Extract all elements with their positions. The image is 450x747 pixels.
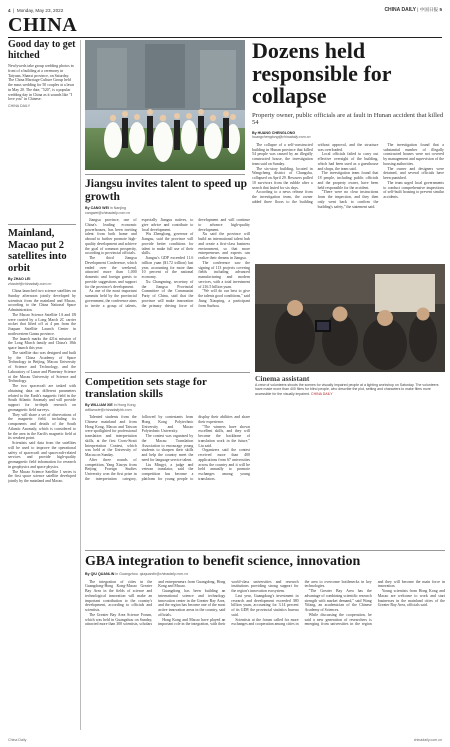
dozens-paragraph: The owner and designers were detained, and several officials have been punished.: [383, 166, 444, 181]
competition-paragraph: The contest was organized by the Macau Translation Association to encourage young students to sharpen their skills and help the country meet the need for language service talent.: [141, 434, 194, 462]
jiangsu-article: [85, 178, 250, 368]
gba-paragraph: Scientists at the forum called for more exchanges and cooperation among cities in the area to overcome bottlenecks in key technologies.: [231, 579, 372, 627]
collapse-body: [252, 143, 444, 210]
wedding-credit: CHINA DAILY: [8, 104, 31, 108]
gba-paragraph: Last year, Guangdong's investment in research and development exceeded 380 billion yuan, accounting for 3.14 percent of its GDP, the provincial statistics bureau said.: [231, 593, 299, 617]
jiangsu-byline-name: By CANG WEI: [85, 206, 109, 210]
footer-left: China Daily: [8, 738, 27, 742]
dozens-paragraph: According to a news release from the investigation team, the owner added three floors to the building without approval, and the structure was overloaded.: [252, 142, 379, 204]
gba-paragraph: Guangdong has been building an international science and technology innovation center in the Greater Bay Area, and the region has become one of the most active innovation areas in the country, said officials.: [158, 589, 226, 617]
paper-name: CHINA DAILY: [384, 7, 417, 13]
cinema-caption-title: Cinema assistant: [255, 374, 310, 383]
gba-paragraph: Young scientists from Hong Kong and Macao are welcome to work and start businesses in the mainland cities of the Greater Bay Area, officials said.: [377, 589, 445, 608]
satellites-paragraph: The two spacecraft are tasked with obtaining data on different parameters related to the Earth's magnetic field in the South Atlantic Anomaly and will provide support for in-depth research on geomagnetic field surveys.: [8, 384, 76, 412]
collapse-deck: Property owner, public officials are at fault in Hunan accident that killed 54: [252, 111, 444, 127]
dozens-paragraph: The collapse of a self-constructed building in Hunan province that killed 54 people was caused by an illegally constructed house, the investigation team said on Sunday.: [252, 142, 313, 166]
competition-rule: [85, 372, 250, 373]
jiangsu-byline: [85, 206, 250, 215]
cinema-caption: [255, 374, 445, 396]
satellites-paragraph: The Macao Science Satellite 1 series is the first space science satellite developed jointly by the mainland and Macao.: [8, 469, 76, 484]
cinema-caption-credit: CHINA DAILY: [311, 391, 333, 396]
competition-paragraph: Talented students from the Chinese mainland and from Hong Kong, Macao and Taiwan were spotlighted for professional translation and interpretation skills, at the first Cross-Strait Interpretation Contest, which was held at the University of Macau on Sunday.: [85, 415, 137, 458]
competition-paragraph: After three rounds of competition, Yang Xiaoyu from Beijing Foreign Studies University won the first prize in the interpretation category, followed by contestants from Hong Kong Polytechnic University and Macao Polytechnic University.: [85, 415, 194, 481]
competition-headline: Competition sets stage for translation skills: [85, 376, 207, 400]
gba-byline-email: qiuquanlin@chinadaily.com.cn: [139, 572, 189, 576]
wedding-photo: [85, 40, 245, 170]
wedding-headline: Good day to get hitched: [8, 40, 76, 61]
left-col-divider: [8, 224, 76, 225]
competition-byline-email: williamxie@chinadailyhk.com: [85, 407, 132, 412]
gba-paragraph: While discussing the cooperation, he said a new generation of researchers is emerging from universities in the region and they will become the main force in innovation.: [304, 579, 445, 627]
satellites-paragraph: Scientists said data from the satellites will be used to improve the operational safety of spacecraft and spacecraft-related services and provide high-quality geomagnetic field information for research in geophysics and space physics.: [8, 441, 76, 469]
jiangsu-headline: Jiangsu invites talent to speed up growth: [85, 178, 247, 203]
footer-right: chinadaily.com.cn: [413, 738, 442, 742]
gba-byline: [85, 572, 445, 577]
dozens-paragraph: The six-story building, located in Wangcheng district of Changsha, collapsed on April 29. Rescuers pulled 10 survivors from the rubble after a search that lasted for six days.: [252, 166, 313, 190]
dozens-paragraph: The investigation team found that 18 people, including public officials and the property owner, have been held responsible for the accident.: [317, 171, 379, 190]
gba-paragraph: The integration of cities in the Guangdong-Hong Kong-Macao Greater Bay Area in the fields of science and technological innovation will make an important contribution to the country's development, according to officials and scientists.: [85, 579, 153, 613]
jiangsu-paragraph: Jiangsu province, one of China's leading economic powerhouses, has been inviting talent from both home and abroad to further promote high-quality development and achieve the goal of common prosperity, according to provincial officials.: [85, 218, 137, 256]
competition-byline-place: in Hong Kong: [113, 403, 136, 407]
wedding-brief: [8, 40, 76, 220]
jiangsu-byline-place: in Nanjing: [109, 206, 126, 210]
page-number-right: 5: [439, 7, 442, 12]
jiangsu-paragraph: The conference saw the signing of 113 projects covering fields including advanced manufacturing and modern services, with a total investment of 216.5 billion yuan.: [198, 260, 250, 289]
gba-paragraph: "The Greater Bay Area has the advantage of combining scientific research strength with market demand," said Wang Yifang, an academician of the Chinese Academy of Sciences.: [304, 589, 372, 613]
dozens-paragraph: Local officials failed to carry out effective oversight of the building, which had been used as a guesthouse and shops, the team said.: [317, 152, 379, 171]
competition-paragraph: Liu Mingyi, a judge and veteran translator, said the competition has become a platform for young people to display their abilities and share their experience.: [141, 415, 250, 481]
collapse-byline-email: huangchenglong@chinadaily.com.cn: [252, 135, 311, 140]
gba-paragraph: The Greater Bay Area Science Forum, which was held in Guangzhou on Sunday, attracted more than 300 scientists, scholars and entrepreneurs from Guangdong, Hong Kong and Macao.: [85, 579, 226, 627]
satellites-paragraph: They will share a set of observations of the magnetic field, including its components and details of the South Atlantic Anomaly, which is considered to be the area in the Earth's magnetic field at its weakest point.: [8, 412, 76, 441]
section-title: CHINA: [8, 14, 78, 36]
satellites-paragraph: The satellite duo was designed and built by the China Academy of Space Technology in Beijing, Macau University of Science and Technology, and the Laboratory of Lunar and Planetary Science at the Macau University of Science and Technology.: [8, 350, 76, 384]
masthead-right: [384, 7, 442, 13]
gba-byline-name: By QIU QUANLIN: [85, 572, 115, 576]
satellite-byline-name: By ZHAO LEI: [8, 277, 31, 281]
gba-paragraph: Hong Kong and Macao have played an important role in the integration, with their world-class universities and research institutions providing strong support for the region's innovation ecosystem.: [158, 579, 299, 627]
dozens-paragraph: The team urged local governments to conduct comprehensive inspections of self-built housing to prevent similar accidents.: [383, 180, 444, 200]
jiangsu-body: [85, 218, 250, 368]
jiangsu-paragraph: The third Jiangsu Development Conference, which ended over the weekend, attracted more than 1,000 domestic and foreign guests to provide suggestions and support for the province's development.: [85, 256, 137, 289]
satellites-paragraph: The Macao Science Satellite 1A and 1B were carried by a Long March 2C carrier rocket that lifted off at 4 pm from the Jiuquan Satellite Launch Center in northwestern Gansu province.: [8, 312, 76, 336]
jiangsu-paragraph: As one of the most important summits held by the provincial government, the conference aims to invite a group of talents, especially Jiangsu natives, to give advice and contribute to local development.: [85, 218, 194, 308]
page-footer: [8, 738, 442, 742]
gba-rule: [85, 550, 445, 551]
jiangsu-byline-email: cangwei@chinadaily.com.cn: [85, 210, 131, 215]
cinema-photo: [255, 264, 445, 372]
collapse-byline-name: By HUANG CHENGLONG: [252, 130, 296, 135]
competition-article: [85, 376, 250, 546]
satellite-body: [8, 289, 76, 484]
gba-body: [85, 580, 445, 730]
top-rule: [8, 37, 442, 38]
competition-paragraph: Organizers said the contest received more than 400 applications from 67 universities across the country and it will be held annually to promote exchanges among young translators.: [198, 448, 250, 481]
satellites-paragraph: China launched two science satellites on Sunday afternoon jointly developed by scientists from the mainland and Macao, according to the China National Space Administration.: [8, 289, 76, 313]
masthead-left: 4 | Monday, May 23, 2022: [8, 7, 64, 13]
left-column-separator: [80, 40, 81, 730]
satellites-paragraph: The launch marks the 421st mission of the Long March family and China's 18th space launch this year.: [8, 336, 76, 351]
jiangsu-rule: [85, 174, 245, 175]
competition-byline-name: By WILLIAM XIE: [85, 403, 113, 407]
gba-byline-place: in Guangzhou: [115, 572, 138, 576]
jiangsu-paragraph: Xu Changming, secretary of the Jiangsu Provincial Committee of the Communist Party of China, said that the province will make innovation the primary driving force of development and will continue to advance high-quality development.: [141, 218, 250, 308]
jiangsu-paragraph: Xu said the province will build an international talent hub and create a first-class business environment, so that more entrepreneurs and experts can realize their dreams in Jiangsu.: [198, 232, 250, 261]
cinema-caption-text: A crew of volunteers shoots the scenes for visually impaired people at a lighting workshop on Saturday. The volunteers have made more than 400 films for blind people, who describe the plot, setting and characters to make films more accessible for the visually impaired.: [255, 383, 439, 396]
collapse-article: [252, 40, 444, 260]
competition-paragraph: "The winners have shown excellent skills, and they will become the backbone of translation work in the future," Liu said.: [198, 424, 250, 448]
gba-article: [85, 554, 445, 732]
satellite-headline: Mainland, Macao put 2 satellites into orbit: [8, 228, 67, 274]
satellite-byline-email: zhaolei@chinadaily.com.cn: [8, 281, 52, 286]
paper-edition: | 中国日报: [417, 7, 439, 12]
issue-date: Monday, May 23, 2022: [16, 7, 64, 13]
gba-headline: GBA integration to benefit science, innovation: [85, 554, 361, 569]
jiangsu-paragraph: Wu Zhenglong, governor of Jiangsu, said the province will provide better conditions for talent to make full use of their skills.: [141, 232, 194, 256]
collapse-byline: [252, 131, 444, 140]
dozens-paragraph: The investigation found that a substantial number of illegally constructed houses were not covered by management and supervision of the housing authorities.: [383, 142, 444, 166]
competition-body: [85, 415, 250, 546]
jiangsu-paragraph: Jiangsu's GDP exceeded 11.6 trillion yuan ($1.72 trillion) last year, accounting for more than 10 percent of the national economy.: [141, 256, 194, 280]
dozens-paragraph: "There were no clear instructions from the inspection, and they then only went back to confirm the building's safety," the statement said.: [317, 190, 379, 209]
competition-byline: [85, 403, 250, 412]
satellite-article: [8, 228, 76, 733]
collapse-headline: Dozens held responsible for collapse: [252, 40, 392, 108]
page-number: 4: [8, 7, 11, 13]
wedding-body: Newlyweds take group wedding photos in front of a building at a ceremony in Taiyuan, Shanxi province, on Saturday. The China Marriage Culture Group held the mass wedding for 50 couples at a lawn in May 20. The date, "520", is a popular wedding day in China as it sounds like "I love you" in Chinese.: [8, 64, 75, 102]
jiangsu-paragraph: "We will do our best to give the talents good conditions," said Jiang Xiaoping, a participant from Suzhou.: [198, 289, 250, 308]
satellite-byline: [8, 277, 76, 286]
